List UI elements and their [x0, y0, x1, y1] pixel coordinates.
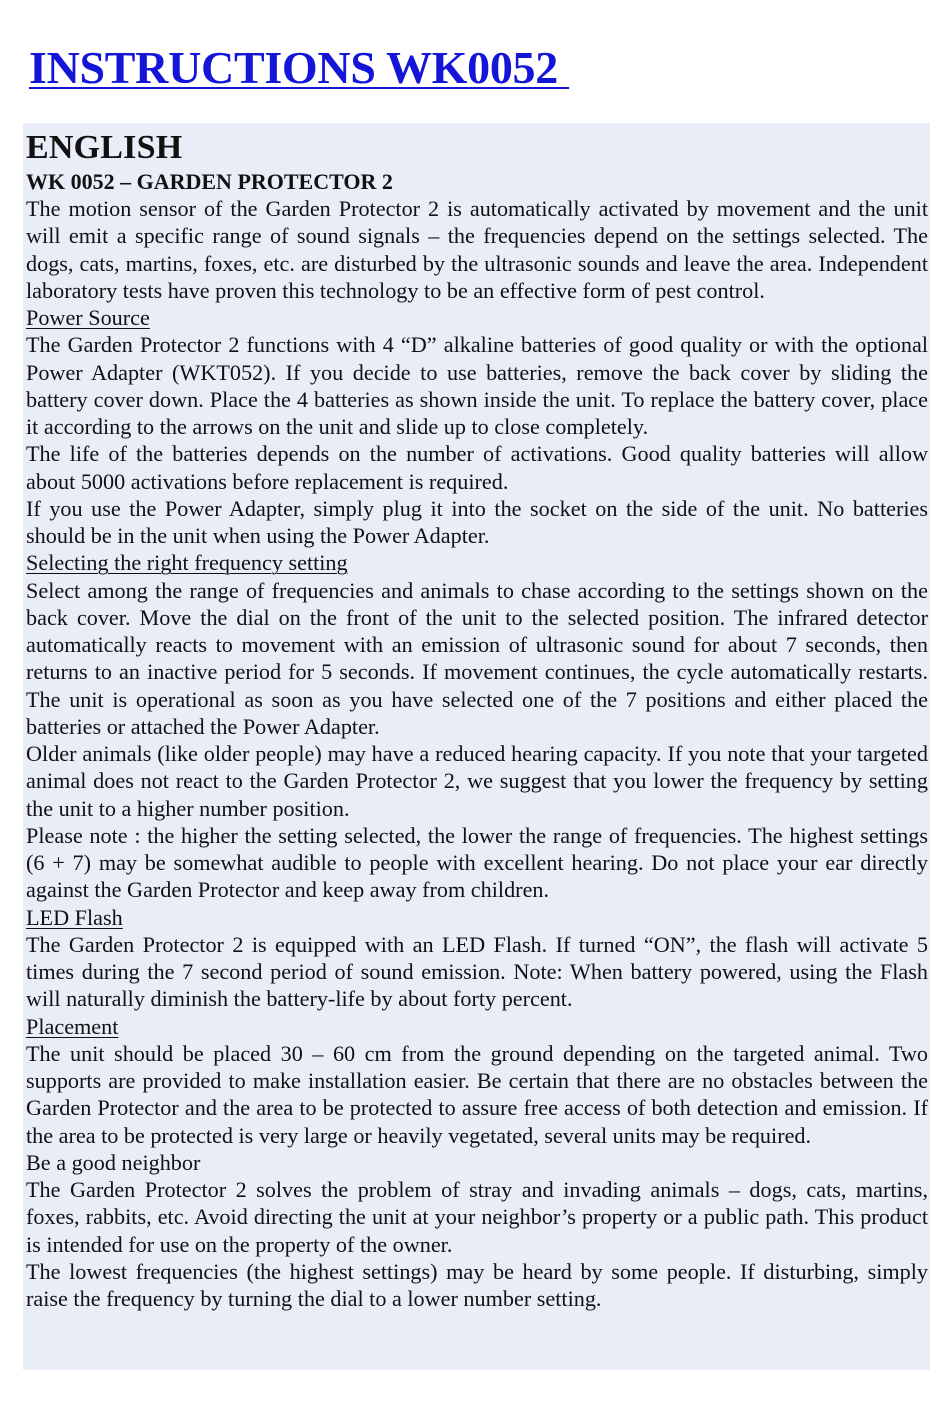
placement-paragraph: The unit should be placed 30 – 60 cm from the ground depending on the targeted animal. Two supports are provided to make installation easier. Be certain that there are no obstacles between the Garden Protector and the area to be protected to assure free access of both detection and emission. If the area to be protected is very large or heavily vegetated, several units may be required. [26, 1040, 928, 1148]
english-section [23, 123, 930, 1370]
intro-paragraph: The motion sensor of the Garden Protector 2 is automatically activated by movement and the unit will emit a specific range of sound signals – the frequencies depend on the settings selected. The dogs, cats, martins, foxes, etc. are disturbed by the ultrasonic sounds and leave the area. Independent laboratory tests have proven this technology to be an effective form of pest control. [26, 196, 928, 303]
please-note-paragraph: Please note : the higher the setting selected, the lower the range of frequencies. The highest settings (6 + 7) may be somewhat audible to people with excellent hearing. Do not place your ear directly against the Garden Protector and keep away from children. [26, 822, 928, 903]
product-heading: WK 0052 – GARDEN PROTECTOR 2 [26, 169, 393, 194]
lowest-frequencies-paragraph: The lowest frequencies (the highest settings) may be heard by some people. If disturbing, simply raise the frequency by turning the dial to a lower number setting. [26, 1258, 928, 1311]
led-flash-paragraph: The Garden Protector 2 is equipped with an LED Flash. If turned “ON”, the flash will activate 5 times during the 7 second period of sound emission. Note: When battery powered, using the Flash will naturally diminish the battery-life by about forty percent. [26, 931, 928, 1012]
power-adapter-paragraph: If you use the Power Adapter, simply plug it into the socket on the side of the unit. No batteries should be in the unit when using the Power Adapter. [26, 495, 928, 548]
led-flash-heading: LED Flash [26, 904, 123, 930]
placement-heading: Placement [26, 1013, 119, 1039]
page-title: INSTRUCTIONS WK0052 [29, 42, 570, 93]
neighbor-paragraph: The Garden Protector 2 solves the problem of stray and invading animals – dogs, cats, martins, foxes, rabbits, etc. Avoid directing the unit at your neighbor’s property or a public path. This product is intended for use on the property of the owner. [26, 1177, 928, 1257]
power-source-heading: Power Source [26, 305, 150, 330]
older-animals-paragraph: Older animals (like older people) may have a reduced hearing capacity. If you note that your targeted animal does not react to the Garden Protector 2, we suggest that you lower the frequency by setting the unit to a higher number position. [26, 741, 928, 821]
battery-life-paragraph: The life of the batteries depends on the number of activations. Good quality batteries will allow about 5000 activations before replacement is required. [26, 441, 928, 494]
language-heading: ENGLISH [26, 129, 183, 166]
power-source-paragraph: The Garden Protector 2 functions with 4 “D” alkaline batteries of good quality or with the optional Power Adapter (WKT052). If you decide to use batteries, remove the back cover by sliding the battery cover down. Place the 4 batteries as shown inside the unit. To replace the battery cover, place it according to the arrows on the unit and slide up to close completely. [26, 332, 928, 439]
frequency-paragraph: Select among the range of frequencies and animals to chase according to the settings shown on the back cover. Move the dial on the front of the unit to the selected position. The infrared detector automatically reacts to movement with an emission of ultrasonic sound for about 7 seconds, then returns to an inactive period for 5 seconds. If movement continues, the cycle automatically restarts. The unit is operational as soon as you have selected one of the 7 positions and either placed the batteries or attached the Power Adapter. [26, 577, 928, 739]
frequency-heading: Selecting the right frequency setting [26, 550, 348, 576]
neighbor-heading: Be a good neighbor [26, 1149, 201, 1175]
